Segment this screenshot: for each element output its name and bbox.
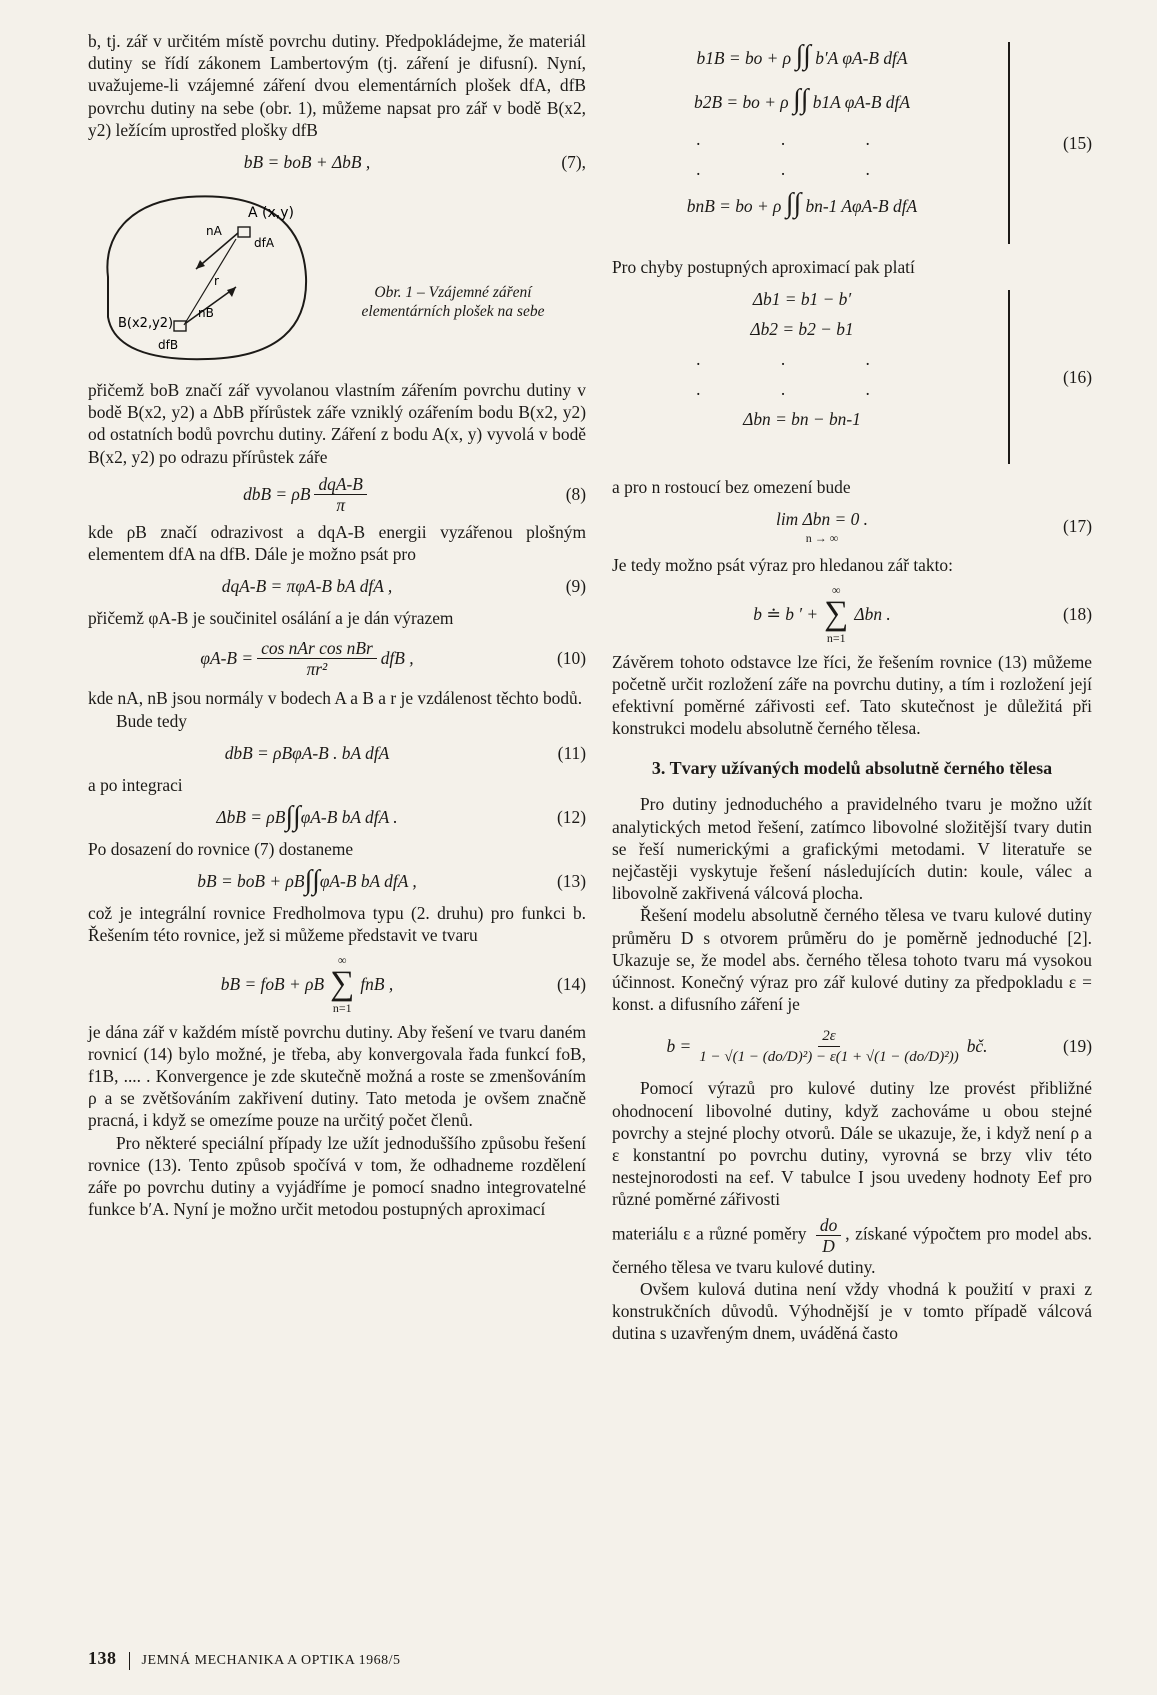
equation-number: (15) (1063, 132, 1092, 153)
right-column (612, 30, 1092, 1344)
equation-lhs: ΔbB = ρB (216, 806, 286, 827)
equation-lhs: b = (666, 1036, 692, 1057)
equation-7 (88, 147, 586, 177)
equation-17 (612, 504, 1092, 548)
paragraph: Bude tedy (116, 710, 187, 731)
equation-row-dots: . . . (696, 379, 908, 400)
equation-number: (7), (561, 151, 586, 172)
paragraph: Řešení modelu absolutně černého tělesa ve tvaru kulové dutiny průměru D s otvorem průměru do je poměrně jednoduché [2]. Ukazuje se, že model abs. černého tělesa tohoto tvaru má vysokou účinnost. Konečný výraz pro zář kulové dutiny za předpokladu ε = konst. a difusního záření je (612, 905, 1092, 1015)
paragraph: přičemž boB značí zář vyvolanou vlastním zářením povrchu dutiny v bodě B(x2, y2) a ΔbB přírůstek záře vzniklý ozářením bodu B(x2, y2) od ostatních bodů povrchu dutiny. Záření z bodu A(x, y) vyvolá v bodě B(x2, y2) po odrazu přírůstek záře (88, 380, 586, 467)
label-nb: nB (198, 306, 214, 321)
equation-rhs: φA-B bA dfA , (319, 871, 417, 892)
equation-row-dots: . . . (696, 349, 908, 370)
paragraph: b, tj. zář v určitém místě povrchu dutiny. Předpokládejme, že materiál dutiny se řídí zákonem Lambertovým (tj. záření je difusní). Nyní, uvažujeme-li vzájemné záření dvou elementárních plošek dfA, dfB povrchu dutiny na sebe (obr. 1), můžeme napsat pro zář v bodě B(x2, y2) ležícím uprostřed plošky dfB (88, 31, 586, 140)
equation-row-dots: . . . (696, 159, 908, 179)
sum-lower: n=1 (332, 1000, 352, 1015)
equation-lhs: b ≐ b ′ + (753, 603, 819, 624)
label-na: nA (206, 224, 222, 239)
paragraph: Pomocí výrazů pro kulové dutiny lze provést přibližné ohodnocení libovolné dutiny, když zachováme u obou stejné povrchy a stejné plochy otvorů. Dále se ukazuje, že, i když není ρ a ε konstantní po povrchu dutiny, vyrovná se brzy vliv této nestejnorodosti na εef. V tabulce I jsou uvedeny hodnoty Eef pro různé poměrné zářivosti (612, 1078, 1092, 1210)
section-heading: 3. Tvary užívaných modelů absolutně černého tělesa (651, 758, 1053, 779)
left-column (88, 30, 586, 1220)
equation-number: (19) (1063, 1036, 1092, 1057)
equation-14 (88, 953, 586, 1015)
equation-rhs: dfB , (380, 648, 414, 669)
paragraph: Je tedy možno psát výraz pro hledanou zář takto: (612, 555, 953, 576)
paragraph: je dána zář v každém místě povrchu dutiny. Aby řešení ve tvaru daném rovnicí (14) bylo možné, je třeba, aby konvergovala řada funkcí foB, f1B, .... . Konvergence je zde skutečně možná a roste se zmenšováním ρ a se zvětšováním zakřivení dutiny. Tato metoda je ovšem značně pracná, i když se omezíme pouze na určitý počet členů. (88, 1021, 586, 1131)
equation-13 (88, 866, 586, 896)
paragraph: Ovšem kulová dutina není vždy vhodná k použití v praxi z konstrukčních důvodů. Výhodnější je v tomto případě válcová dutina s uzavřeným dnem, uváděná často (612, 1278, 1092, 1344)
equation-rhs: φA-B bA dfA . (300, 806, 398, 827)
page-number: 138 (88, 1648, 117, 1668)
numerator: 2ε (818, 1026, 839, 1047)
paragraph: což je integrální rovnice Fredholmova typu (2. druhu) pro funkci b. Řešením této rovnice, jež si můžeme představit ve tvaru (88, 903, 586, 946)
equation-row-dots: . . . (696, 129, 908, 149)
equation-number: (9) (565, 576, 586, 597)
equation-body: bB = boB + ΔbB , (243, 151, 371, 172)
label-dfb: dfB (158, 338, 179, 353)
sigma-icon: ∑ (824, 594, 849, 632)
journal-name: JEMNÁ MECHANIKA A OPTIKA 1968/5 (141, 1653, 401, 1668)
sum-upper: ∞ (832, 582, 841, 597)
equation-row: b2B = bo + ρ ∫∫ b1A φA-B dfA (694, 84, 910, 115)
element-dfa (238, 227, 250, 237)
fraction (257, 638, 377, 679)
paragraph: a po integraci (88, 774, 183, 795)
sum-upper: ∞ (337, 952, 347, 967)
equation-row: b1B = bo + ρ ∫∫ b′A φA-B dfA (696, 40, 908, 71)
equation-lhs: dbB = ρB (243, 484, 311, 505)
equation-12 (88, 802, 586, 832)
paragraph: kde nA, nB jsou normály v bodech A a B a r je vzdálenost těchto bodů. (88, 688, 583, 709)
equation-9 (88, 571, 586, 601)
paragraph: a pro n rostoucí bez omezení bude (612, 477, 851, 498)
page-footer (88, 1648, 400, 1670)
brace (1008, 290, 1010, 464)
denominator: 1 − √(1 − (do/D)²) − ε(1 + √(1 − (do/D)²)) (699, 1048, 959, 1065)
equation-lhs: bB = boB + ρB (197, 871, 305, 892)
integral-sign: ∫∫ (285, 801, 301, 833)
equation-15 (612, 36, 1092, 250)
sigma-icon: ∑ (330, 964, 355, 1002)
equation-row: Δb1 = b1 − b′ (752, 289, 852, 310)
equation-10 (88, 635, 586, 681)
paragraph: Pro chyby postupných aproximací pak platí (612, 257, 915, 277)
paragraph: Závěrem tohoto odstavce lze říci, že řešením rovnice (13) můžeme početně určit rozložení záře na povrchu dutiny, a tím i rozložení její efektivní poměrné zářivosti εef. Tato skutečnost je důležitá při konstrukci modelu absolutně černého tělesa. (612, 651, 1092, 739)
equation-18 (612, 583, 1092, 645)
equation-rhs: bč. (966, 1036, 988, 1057)
paragraph: Pro dutiny jednoduchého a pravidelného tvaru je možno užít analytických metod řešení, zatímco libovolné složitější tvary dutin se řeší numerickými a grafickými metodami. V literatuře se nejčastěji vyskytuje řešení následujících dutin: koule, válec a libovolně zakřivená válcová plocha. (612, 794, 1092, 904)
equation-number: (10) (557, 648, 586, 669)
brace (1008, 42, 1010, 244)
figure-1 (88, 187, 586, 365)
equation-number: (18) (1063, 603, 1092, 624)
label-a: A (x,y) (248, 205, 294, 222)
equation-number: (14) (557, 973, 586, 994)
paragraph: Po dosazení do rovnice (7) dostaneme (88, 839, 354, 860)
numerator: cos nAr cos nBr (257, 638, 377, 659)
equation-body: lim Δbn = 0 . (776, 509, 868, 530)
equation-body: dbB = ρBφA-B . bA dfA (224, 742, 390, 763)
equation-body: dqA-B = πφA-B bA dfA , (221, 576, 393, 597)
equation-number: (11) (557, 742, 586, 763)
equation-lhs: φA-B = (200, 648, 254, 669)
equation-row: bnB = bo + ρ ∫∫ bn-1 AφA-B dfA (686, 188, 918, 219)
equation-19 (612, 1021, 1092, 1071)
summation (824, 583, 848, 645)
divider (129, 1652, 130, 1670)
denominator: πr² (306, 658, 328, 679)
label-r: r (214, 274, 219, 289)
equation-number: (8) (565, 484, 586, 505)
element-dfb (174, 321, 186, 331)
summation (330, 953, 354, 1015)
integral-sign: ∫∫ (304, 865, 320, 897)
equation-16 (612, 284, 1092, 470)
paragraph: kde ρB značí odrazivost a dqA-B energii vyzářenou plošným elementem dfA na dfB. Dále je možno psát pro (88, 521, 586, 565)
fraction: $\frac{do}{D}$ (816, 1215, 841, 1256)
limit-subscript: n → ∞ (805, 530, 839, 545)
fraction (314, 474, 366, 515)
denominator: π (336, 494, 346, 515)
label-b: B(x2,y2) (118, 316, 174, 332)
cavity-diagram (88, 187, 338, 365)
paragraph: přičemž φA-B je součinitel osálání a je dán výrazem (88, 608, 454, 629)
equation-rhs: Δbn . (854, 603, 891, 624)
equation-number: (16) (1063, 367, 1092, 388)
equation-number: (12) (557, 806, 586, 827)
normal-na-arrow (196, 260, 205, 269)
equation-rhs: fnB , (360, 973, 394, 994)
equation-number: (13) (557, 871, 586, 892)
paragraph: Pro některé speciální případy lze užít jednoduššího způsobu řešení rovnice (13). Tento způsob spočívá v tom, že odhadneme rozdělení záře po povrchu dutiny a vyjádříme je pomocí snadno integrovatelné funkce b′A. Nyní je možno určit metodou postupných aproximací (88, 1132, 586, 1220)
equation-lhs: bB = foB + ρB (220, 973, 325, 994)
equation-8 (88, 474, 586, 515)
label-dfa: dfA (254, 236, 275, 251)
paragraph: materiálu ε a různé poměry $\frac{do}{D}$ , získané výpočtem pro model abs. černého tělesa ve tvaru kulové dutiny. (612, 1214, 1092, 1277)
equation-row: Δb2 = b2 − b1 (750, 319, 854, 340)
fraction (695, 1026, 962, 1067)
sum-lower: n=1 (826, 630, 846, 645)
equation-row: Δbn = bn − bn-1 (743, 409, 861, 430)
equation-11 (88, 738, 586, 768)
figure-caption: Obr. 1 – Vzájemné záření elementárních plošek na sebe (361, 284, 545, 321)
numerator: dqA-B (314, 474, 366, 495)
equation-number: (17) (1063, 516, 1092, 537)
